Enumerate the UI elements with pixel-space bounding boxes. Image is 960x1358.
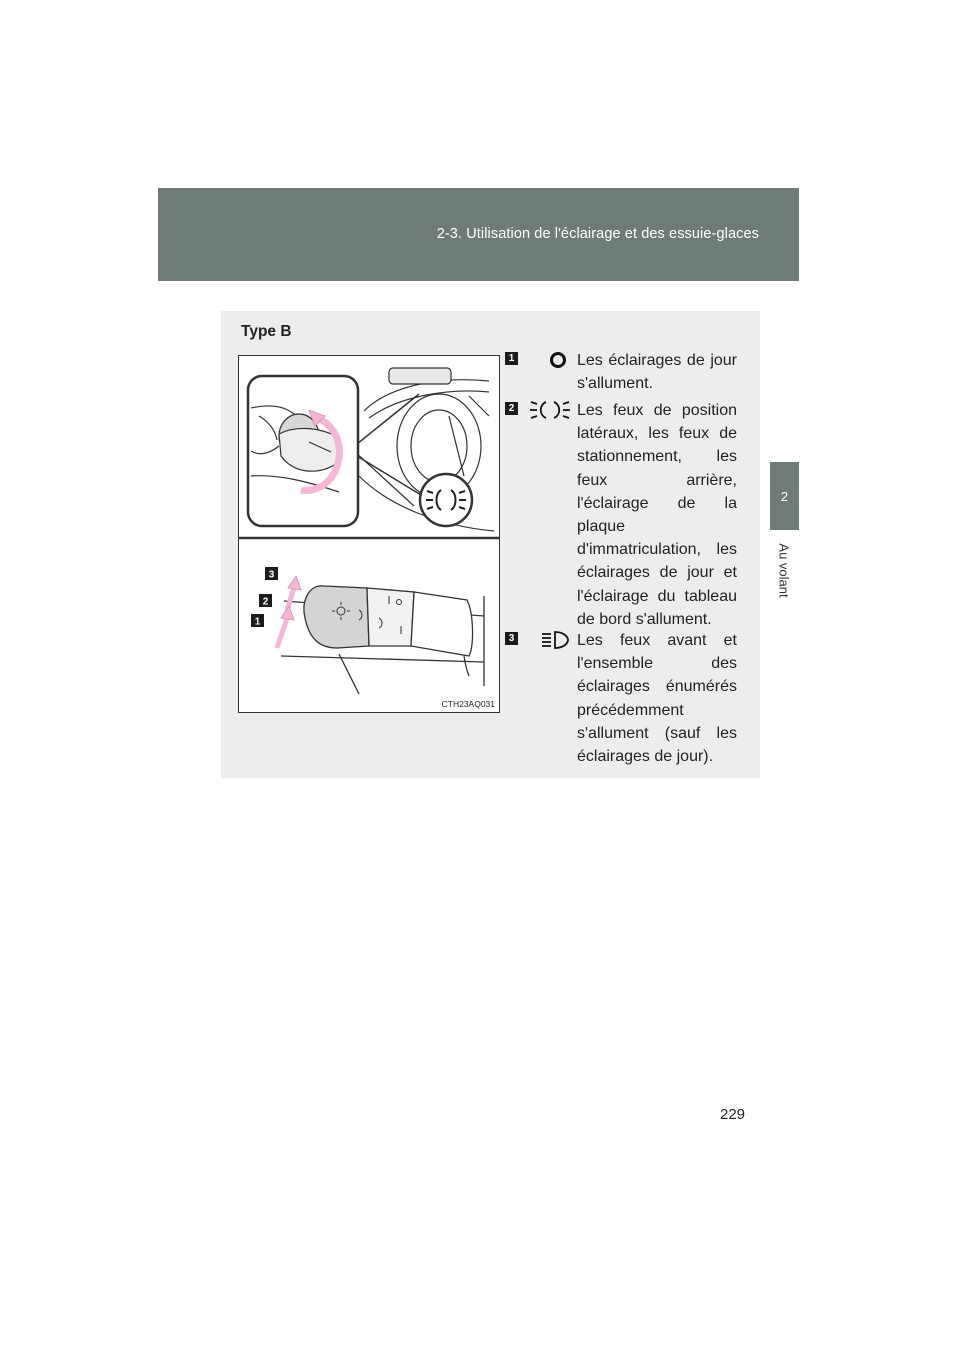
type-label: Type B [241,323,292,340]
figure-marker-1: 1 [254,616,261,628]
item-number-badge: 3 [505,632,518,645]
item-number-badge: 2 [505,402,518,415]
item-text: Les feux de position latéraux, les feux de stationnement, les feux arrière, l'éclairage de la plaque d'immatriculation, les éclairages de jour et l'éclairage du tableau de bord s'allument. [577,402,737,628]
page-header [158,188,799,281]
item-number-badge: 1 [505,352,518,365]
light-switch-illustration [238,355,500,713]
item-text: Les éclairages de jour s'allument. [577,352,737,393]
chapter-label: Au volant [777,542,793,598]
headlight-icon [524,629,576,656]
figure-marker-3: 3 [268,569,275,581]
chapter-number: 2 [780,488,789,504]
content-panel [221,311,760,778]
item-text: Les feux avant et l'ensemble des éclairages énumérés précédemment s'allument (sauf les éclairages de jour). [577,632,737,766]
illustration-drawing [239,356,499,712]
chapter-label-container [770,530,799,610]
chapter-tab [770,462,799,530]
figure-marker-2: 2 [262,596,269,608]
page-number: 229 [720,1106,746,1123]
section-title: 2-3. Utilisation de l'éclairage et des essuie-glaces [436,226,759,242]
position-lights-icon [524,399,576,426]
figure-code: CTH23AQ031 [441,699,495,709]
daytime-running-light-icon [524,349,576,376]
